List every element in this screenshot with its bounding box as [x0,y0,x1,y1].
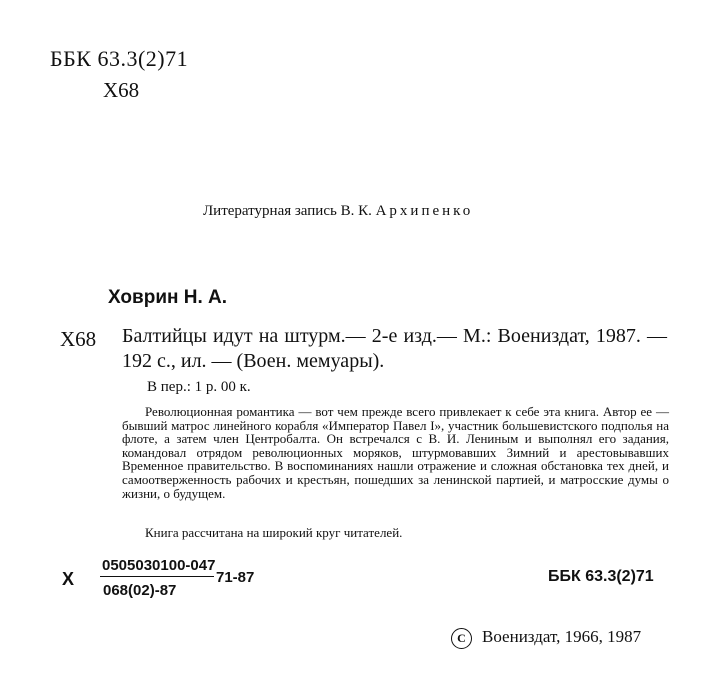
annotation-text: Революционная романтика — вот чем прежде всего привлекает к себе эта книга. Автор ее — бывший матрос линейного корабля «Император Павел I», участник большевистского подполья на флоте, а затем член Центробалта. Он встречался с В. И. Лениным и выполнял его задания, командовал отрядом революционных моряков, штурмовавших Зимний и арестовывавших Временное правительство. В воспоминаниях нашли отражение и сложная обстановка тех дней, и самоотверженность рабочих и крестьян, пошедших за ленинской партией, и матросские думы о жизни, о будущем. [122,404,669,501]
fraction-line [100,576,214,577]
classification-letter: Х [62,569,75,589]
author-mark-side: Х68 [60,327,97,351]
copyright-icon: C [451,628,472,649]
copyright-line [451,627,641,649]
literary-record-prefix: Литературная запись [203,203,337,219]
annotation-block [122,405,669,500]
fraction-numerator: 0505030100-047 [102,557,216,574]
literary-record-surname: Архипенко [375,203,474,219]
audience-line: Книга рассчитана на широкий круг читателей. [145,525,403,540]
bbk-index-top: ББК 63.3(2)71 [50,46,189,71]
fraction-denominator: 068(02)-87 [103,582,177,599]
fraction-suffix: 71-87 [216,569,255,586]
bbk-index-bottom: ББК 63.3(2)71 [548,568,654,585]
literary-record-line [203,203,473,220]
title-description: Балтийцы идут на штурм.— 2-е изд.— М.: Воениздат, 1987. — 192 с., ил. — (Воен. мемуары). [122,325,667,372]
copyright-text: Воениздат, 1966, 1987 [482,627,642,646]
literary-record-initials: В. К. [340,203,372,219]
author-mark-top: Х68 [103,78,140,102]
author-name: Ховрин Н. А. [108,287,228,308]
price-line: В пер.: 1 р. 00 к. [147,379,251,395]
